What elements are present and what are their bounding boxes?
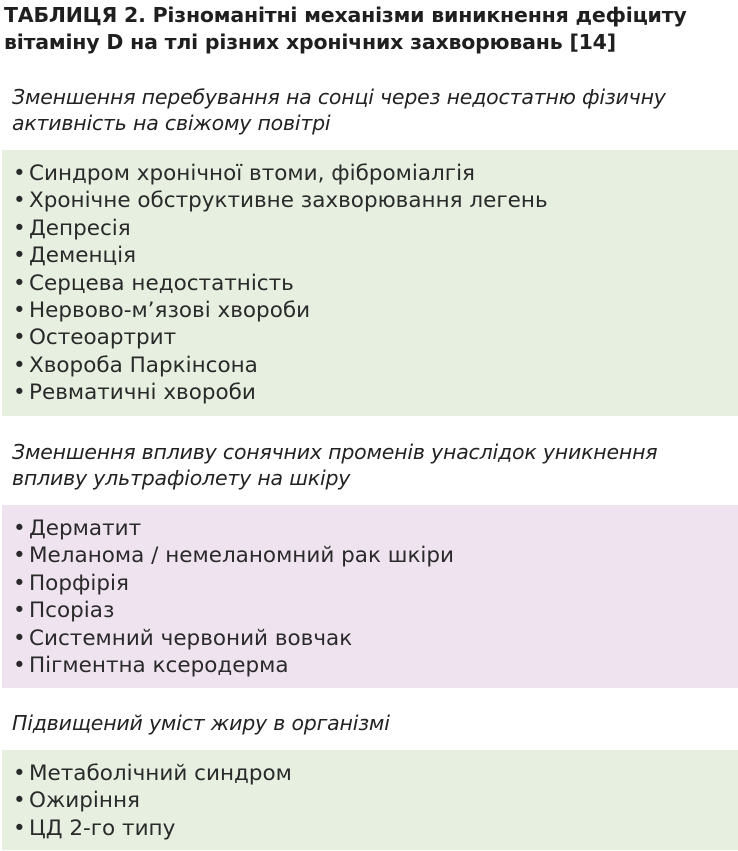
list-item	[13, 270, 738, 297]
list-item-text: Ревматичні хвороби	[29, 380, 256, 406]
list-item-text: ЦД 2-го типу	[29, 815, 176, 841]
bullet: •	[13, 516, 26, 541]
list-item	[13, 625, 738, 652]
list-item	[13, 760, 738, 787]
list-item	[13, 570, 738, 597]
bullet: •	[13, 352, 26, 378]
list-item-text: Системний червоний вовчак	[29, 625, 353, 651]
bullet: •	[13, 788, 26, 814]
bullet: •	[13, 761, 26, 786]
bullet: •	[13, 243, 26, 269]
section-heading-uv-avoidance: Зменшення впливу сонячних променів унаслідок уникнення впливу ультрафіолету на шкіру	[12, 440, 658, 490]
list-item	[13, 215, 738, 242]
list-item	[13, 352, 738, 379]
bullet: •	[13, 325, 26, 351]
list-item-text: Остеоартрит	[29, 325, 177, 351]
list-item	[13, 160, 738, 187]
bullet: •	[13, 815, 26, 841]
bullet: •	[13, 625, 26, 651]
list-item-text: Ожиріння	[29, 788, 140, 814]
list-item	[13, 515, 738, 542]
bullet: •	[13, 598, 26, 624]
list-item-text: Серцева недостатність	[29, 270, 294, 296]
list-item-text: Деменція	[29, 243, 137, 269]
list-item	[13, 652, 738, 679]
list-item	[13, 787, 738, 814]
list-item	[13, 242, 738, 269]
bullet: •	[13, 653, 26, 679]
list-item-text: Пігментна ксеродерма	[29, 653, 289, 679]
section-heading-sun-exposure: Зменшення перебування на сонці через недостатню фізичну активність на свіжому повітрі	[12, 85, 666, 135]
list-item-text: Хвороба Паркінсона	[29, 352, 258, 378]
table-title: ТАБЛИЦЯ 2. Різноманітні механізми виникнення дефіциту вітаміну D на тлі різних хронічних захворювань [14]	[4, 3, 687, 54]
section-heading-body-fat: Підвищений уміст жиру в організмі	[12, 711, 390, 735]
list-item	[13, 324, 738, 351]
list-item-text: Меланома / немеланомний рак шкіри	[29, 543, 455, 569]
bullet: •	[13, 270, 26, 296]
list-item-text: Депресія	[29, 215, 131, 241]
bullet: •	[13, 380, 26, 406]
bullet: •	[13, 188, 26, 214]
list-item-text: Метаболічний синдром	[29, 761, 292, 786]
list-item-text: Дерматит	[29, 516, 142, 541]
list-item	[13, 297, 738, 324]
bullet: •	[13, 215, 26, 241]
bullet: •	[13, 161, 26, 186]
list-item-text: Нервово-м’язові хвороби	[29, 298, 311, 324]
bullet: •	[13, 543, 26, 569]
list-item	[13, 542, 738, 569]
conditions-box-body-fat	[2, 750, 738, 850]
conditions-box-sun-exposure	[2, 150, 738, 416]
bullet: •	[13, 570, 26, 596]
list-item-text: Хронічне обструктивне захворювання легень	[29, 188, 548, 214]
bullet: •	[13, 298, 26, 324]
conditions-box-uv-avoidance	[2, 505, 738, 688]
list-item-text: Порфірія	[29, 570, 129, 596]
list-item	[13, 379, 738, 406]
list-item	[13, 187, 738, 214]
list-item	[13, 597, 738, 624]
list-item-text: Псоріаз	[29, 598, 115, 624]
list-item-text: Синдром хронічної втоми, фіброміалгія	[29, 161, 475, 186]
list-item	[13, 815, 738, 842]
